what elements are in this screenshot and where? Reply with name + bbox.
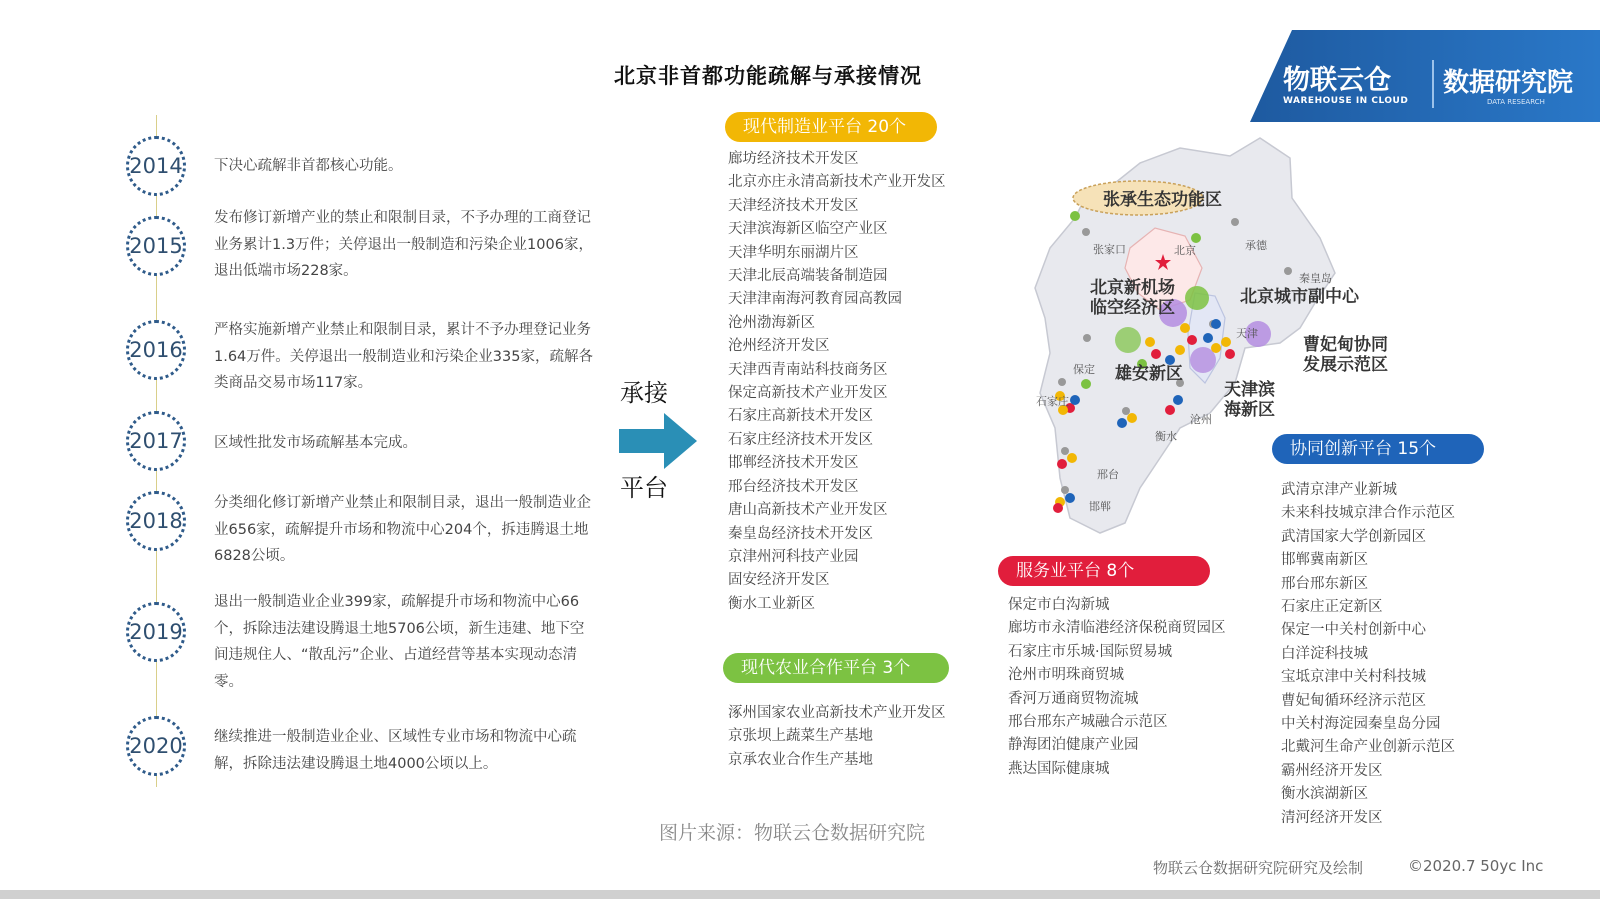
list-item: 天津经济技术开发区 — [728, 197, 859, 214]
list-item: 香河万通商贸物流城 — [1008, 690, 1139, 707]
list-item: 天津西青南站科技商务区 — [728, 361, 888, 378]
year-badge-2018: 2018 — [126, 491, 186, 551]
list-item: 天津滨海新区临空产业区 — [728, 221, 888, 238]
list-item: 保定高新技术产业开发区 — [728, 385, 888, 402]
city-label-baoding: 保定 — [1073, 363, 1095, 376]
timeline-text-2015: 发布修订新增产业的禁止和限制目录，不予办理的工商登记业务累计1.3万件；关停退出一般制造和污染企业1006家，退出低端市场228家。 — [214, 210, 593, 279]
city-label-hengshui: 衡水 — [1155, 430, 1177, 443]
caofeidian-label: 曹妃甸协同 发展示范区 — [1303, 335, 1388, 375]
city-label-xingtai: 邢台 — [1097, 468, 1119, 481]
list-item: 衡水工业新区 — [728, 595, 815, 612]
service-platform-list — [1008, 594, 1226, 781]
list-item: 曹妃甸循环经济示范区 — [1281, 692, 1426, 709]
list-item: 京张坝上蔬菜生产基地 — [728, 728, 873, 745]
list-item: 未来科技城京津合作示范区 — [1281, 505, 1455, 522]
list-item: 廊坊经济技术开发区 — [728, 151, 859, 167]
manufacturing-platform-badge: 现代制造业平台 20个 — [725, 112, 937, 142]
logo-divider — [1432, 60, 1434, 108]
year-badge-2016: 2016 — [126, 320, 186, 380]
list-item: 北戴河生命产业创新示范区 — [1281, 739, 1455, 756]
city-label-zhangjiakou: 张家口 — [1093, 243, 1126, 256]
footer-credit: 物联云仓数据研究院研究及绘制 — [1153, 859, 1364, 877]
timeline-text-2016: 严格实施新增产业禁止和限制目录，累计不予办理登记业务1.64万件。关停退出一般制造业和污染企业335家，疏解各类商品交易市场117家。 — [214, 322, 593, 391]
service-platform-badge: 服务业平台 8个 — [998, 556, 1210, 586]
list-item: 武清国家大学创新园区 — [1281, 528, 1426, 545]
year-badge-2020: 2020 — [126, 716, 186, 776]
timeline-text-2014: 下决心疏解非首都核心功能。 — [214, 158, 403, 174]
list-item: 天津津南海河教育园高教园 — [728, 291, 902, 308]
city-label-qinhuangdao: 秦皇岛 — [1299, 272, 1332, 285]
list-item: 京津州河科技产业园 — [728, 548, 859, 565]
list-item: 天津华明东丽湖片区 — [728, 244, 859, 261]
logo-subtitle: WAREHOUSE IN CLOUD — [1283, 96, 1409, 106]
city-label-shijiazhuang: 石家庄 — [1036, 395, 1069, 408]
list-item: 石家庄高新技术开发区 — [728, 408, 873, 425]
list-item: 邯郸冀南新区 — [1281, 552, 1368, 569]
list-item: 武清京津产业新城 — [1281, 482, 1397, 498]
page-title: 北京非首都功能疏解与承接情况 — [614, 64, 922, 88]
xiongan-label: 雄安新区 — [1115, 364, 1183, 384]
city-label-tianjin: 天津 — [1236, 327, 1258, 340]
city-label-handan: 邯郸 — [1089, 500, 1111, 513]
list-item: 邯郸经济技术开发区 — [728, 455, 859, 472]
list-item: 石家庄正定新区 — [1281, 599, 1383, 616]
list-item: 唐山高新技术产业开发区 — [728, 502, 888, 519]
list-item: 燕达国际健康城 — [1008, 760, 1110, 777]
innovation-platform-badge: 协同创新平台 15个 — [1272, 434, 1484, 464]
logo-research-name: 数据研究院 — [1443, 68, 1574, 98]
list-item: 邢台邢东产城融合示范区 — [1008, 714, 1168, 731]
year-badge-2014: 2014 — [126, 136, 186, 196]
arrow-label-top: 承接 — [620, 379, 668, 407]
timeline-text-2018: 分类细化修订新增产业禁止和限制目录，退出一般制造业企业656家，疏解提升市场和物流中心204个，拆违腾退土地6828公顷。 — [214, 495, 591, 564]
list-item: 白洋淀科技城 — [1281, 645, 1368, 662]
right-arrow-icon — [619, 413, 699, 469]
list-item: 京承农业合作生产基地 — [728, 751, 873, 768]
list-item: 石家庄市乐城·国际贸易城 — [1008, 643, 1173, 660]
binhai-label: 天津滨 海新区 — [1224, 380, 1275, 420]
city-label-cangzhou: 沧州 — [1190, 413, 1212, 426]
list-item: 沧州渤海新区 — [728, 314, 815, 331]
city-label-chengde: 承德 — [1245, 239, 1267, 252]
year-badge-2017: 2017 — [126, 411, 186, 471]
list-item: 霸州经济开发区 — [1281, 762, 1383, 779]
image-source-caption: 图片来源：物联云仓数据研究院 — [659, 822, 926, 844]
list-item: 清河经济开发区 — [1281, 809, 1383, 826]
timeline-text-2017: 区域性批发市场疏解基本完成。 — [214, 435, 417, 451]
list-item: 廊坊市永清临港经济保税商贸园区 — [1008, 620, 1226, 637]
list-item: 中关村海淀园秦皇岛分园 — [1281, 716, 1441, 733]
airport-zone-label: 北京新机场 临空经济区 — [1090, 278, 1175, 318]
agriculture-platform-badge: 现代农业合作平台 3个 — [723, 653, 949, 683]
list-item: 保定一中关村创新中心 — [1281, 622, 1426, 639]
agriculture-platform-list — [728, 702, 946, 772]
timeline-text-2019: 退出一般制造业企业399家，疏解提升市场和物流中心66个，拆除违法建设腾退土地5706公顷，新生违建、地下空间违规住人、“散乱污”企业、占道经营等基本实现动态清零。 — [214, 594, 585, 690]
subcenter-label: 北京城市副中心 — [1240, 287, 1359, 307]
list-item: 静海团泊健康产业园 — [1008, 737, 1139, 754]
list-item: 邢台经济技术开发区 — [728, 478, 859, 495]
logo-research-sub: DATA RESEARCH — [1487, 98, 1545, 106]
list-item: 北京亦庄永清高新技术产业开发区 — [728, 174, 946, 191]
list-item: 天津北辰高端装备制造园 — [728, 268, 888, 285]
list-item: 固安经济开发区 — [728, 572, 830, 589]
list-item: 沧州市明珠商贸城 — [1008, 667, 1124, 684]
list-item: 涿州国家农业高新技术产业开发区 — [728, 705, 946, 721]
timeline-text-2020: 继续推进一般制造业企业、区域性专业市场和物流中心疏解，拆除违法建设腾退土地4000公顷以上。 — [214, 729, 577, 772]
manufacturing-platform-list — [728, 148, 946, 616]
list-item: 邢台邢东新区 — [1281, 575, 1368, 592]
year-badge-2015: 2015 — [126, 216, 186, 276]
list-item: 衡水滨湖新区 — [1281, 786, 1368, 803]
zhangcheng-zone-label: 张承生态功能区 — [1103, 190, 1222, 210]
list-item: 沧州经济开发区 — [728, 338, 830, 355]
list-item: 秦皇岛经济技术开发区 — [728, 525, 873, 542]
logo-name: 物联云仓 — [1283, 65, 1391, 96]
footer-copyright: ©2020.7 50yc Inc — [1408, 857, 1544, 875]
list-item: 宝坻京津中关村科技城 — [1281, 669, 1426, 686]
arrow-label-bottom: 平台 — [620, 474, 668, 502]
city-label-beijing: 北京 — [1174, 244, 1196, 257]
year-badge-2019: 2019 — [126, 602, 186, 662]
bottom-bar — [0, 890, 1600, 899]
list-item: 保定市白沟新城 — [1008, 597, 1110, 613]
list-item: 石家庄经济技术开发区 — [728, 431, 873, 448]
